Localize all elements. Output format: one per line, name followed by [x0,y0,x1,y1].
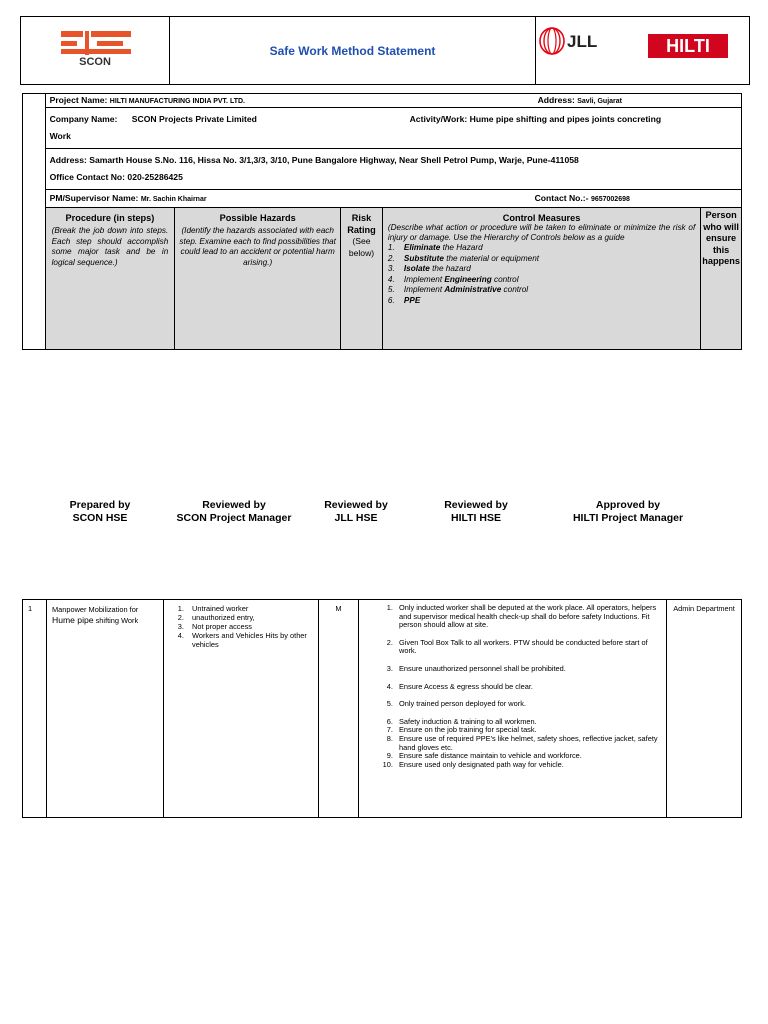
signature-reviewed-hilti-hse [428,499,524,525]
control-measure-item: 6. Safety induction & training to all workmen. [395,718,661,727]
row-procedure [47,600,164,818]
signature-party: SCON Project Manager [176,512,292,524]
hierarchy-control-item: 3. Isolate the hazard [387,264,471,273]
header-table [20,16,750,85]
control-title: Control Measures [502,213,581,223]
method-row-table [22,599,742,818]
hilti-logo-text: HILTI [666,36,710,56]
procedure-text-c: shifting Work [93,616,139,625]
pm-value: Mr. Sachin Khairnar [140,196,207,203]
hilti-logo [648,34,728,58]
scon-logo [21,17,169,79]
row-person: Admin Department [667,600,742,818]
hierarchy-of-controls-list [388,243,695,306]
contact-value: 9657002698 [590,196,630,203]
column-header-row [23,208,742,350]
signature-role: Approved by [595,499,661,511]
contact-label: Contact No.:- [534,193,589,203]
address-value: Savli, Gujarat [577,98,622,105]
procedure-desc: (Break the job down into steps. Each step should accomplish some major task and be in logical sequence.) [51,226,169,267]
hazard-item: 4. Workers and Vehicles Hits by other vehicles [186,631,313,649]
company-name-value: SCON Projects Private Limited [131,114,257,124]
signature-reviewed-jll-hse [310,499,402,525]
activity-continuation: Work [49,131,71,141]
address-label: Address: [537,95,575,105]
control-measure-item: 5. Only trained person deployed for work. [395,700,661,709]
signature-party: SCON HSE [72,512,128,524]
procedure-header [45,208,175,350]
person-title: Person who will ensure this happens [702,210,740,266]
hazard-item: 2. unauthorized entry, [186,613,313,622]
address-row [45,149,741,190]
risk-header [341,208,383,350]
signature-approved-hilti-pm [556,499,700,525]
hierarchy-control-item: 1. Eliminate the Hazard [387,243,483,252]
signature-prepared-scon-hse [52,499,148,525]
office-contact: Office Contact No: 020-25286425 [49,172,183,182]
control-measure-item: 9. Ensure safe distance maintain to vehicle and workforce. [395,752,661,761]
hazard-item: 3. Not proper access [186,622,313,631]
info-table [22,93,742,350]
project-name-value: HILTI MANUFACTURING INDIA PVT. LTD. [109,98,245,105]
jll-logo [540,28,597,54]
hazards-header [175,208,341,350]
project-name-label: Project Name: [49,95,108,105]
control-measure-item: 4. Ensure Access & egress should be clear. [395,683,661,692]
row-controls [359,600,667,818]
risk-desc: (See below) [348,236,375,258]
signature-role: Prepared by [69,499,131,511]
signature-reviewed-scon-pm [164,499,304,525]
jll-logo-text: JLL [567,32,598,51]
control-measure-item: 3. Ensure unauthorized personnel shall be prohibited. [395,665,661,674]
control-measure-item: 8. Ensure use of required PPE's like helmet, safety shoes, reflective jacket, safety hand gloves etc. [395,735,661,752]
hierarchy-control-item: 4. Implement Engineering control [387,274,519,284]
partner-logos [536,17,749,79]
procedure-title: Procedure (in steps) [65,213,155,223]
pm-label: PM/Supervisor Name: [49,193,139,203]
table-row [23,600,742,818]
scon-logo-cell [21,17,170,85]
company-name-label: Company Name: [49,114,118,124]
signature-party: HILTI HSE [451,512,501,524]
hierarchy-control-item: 6. PPE [387,295,421,305]
company-row [45,108,741,149]
procedure-text-a: Manpower Mobilization for [52,605,139,614]
signature-role: Reviewed by [202,499,266,511]
hazards-title: Possible Hazards [219,213,296,223]
risk-title: Risk Rating [347,213,376,235]
partner-logos-cell [536,17,750,85]
signature-role: Reviewed by [444,499,508,511]
signature-party: JLL HSE [334,512,378,524]
pm-row [45,190,741,208]
row-risk: M [319,600,359,818]
person-header [701,208,742,350]
row-number: 1 [23,600,47,818]
hazards-list [164,604,313,649]
control-measures-list [359,604,661,769]
control-desc: (Describe what action or procedure will be taken to eliminate or minimize the risk of injury or damage. Use the Hierarchy of Controls below as a guide [387,223,696,242]
hierarchy-control-item: 5. Implement Administrative control [387,285,529,294]
scon-logo-text: SCON [79,56,111,68]
hierarchy-control-item: 2. Substitute the material or equipment [387,253,540,263]
project-row [45,94,741,108]
control-measure-item: 1. Only inducted worker shall be deputed at the work place. All operators, helpers and supervisor medical health check-up shall do before safety Inductions. Fit person should allow at site. [395,604,661,630]
procedure-text-b: Hume pipe [52,615,94,625]
signature-party: HILTI Project Manager [572,512,684,524]
row-hazards [164,600,319,818]
hazards-desc: (Identify the hazards associated with each step. Examine each to find possibilities that could lead to an accident or potential harm arising.) [179,226,336,267]
full-address: Address: Samarth House S.No. 116, Hissa No. 3/1,3/3, 3/10, Pune Bangalore Highway, Near Shell Petrol Pump, Warje, Pune-411058 [49,155,579,165]
control-header [382,208,700,350]
page-title: Safe Work Method Statement [170,17,536,85]
activity-label: Activity/Work: [409,114,468,124]
signature-role: Reviewed by [324,499,388,511]
control-measure-item: 7. Ensure on the job training for special task. [395,726,661,735]
control-measure-item: 10. Ensure used only designated path way for vehicle. [395,761,661,770]
activity-value: Hume pipe shifting and pipes joints concreting [469,114,662,124]
control-measure-item: 2. Given Tool Box Talk to all workers. PTW should be conducted before start of work. [395,639,661,656]
blank-cell [23,94,46,350]
hazard-item: 1. Untrained worker [186,604,313,613]
